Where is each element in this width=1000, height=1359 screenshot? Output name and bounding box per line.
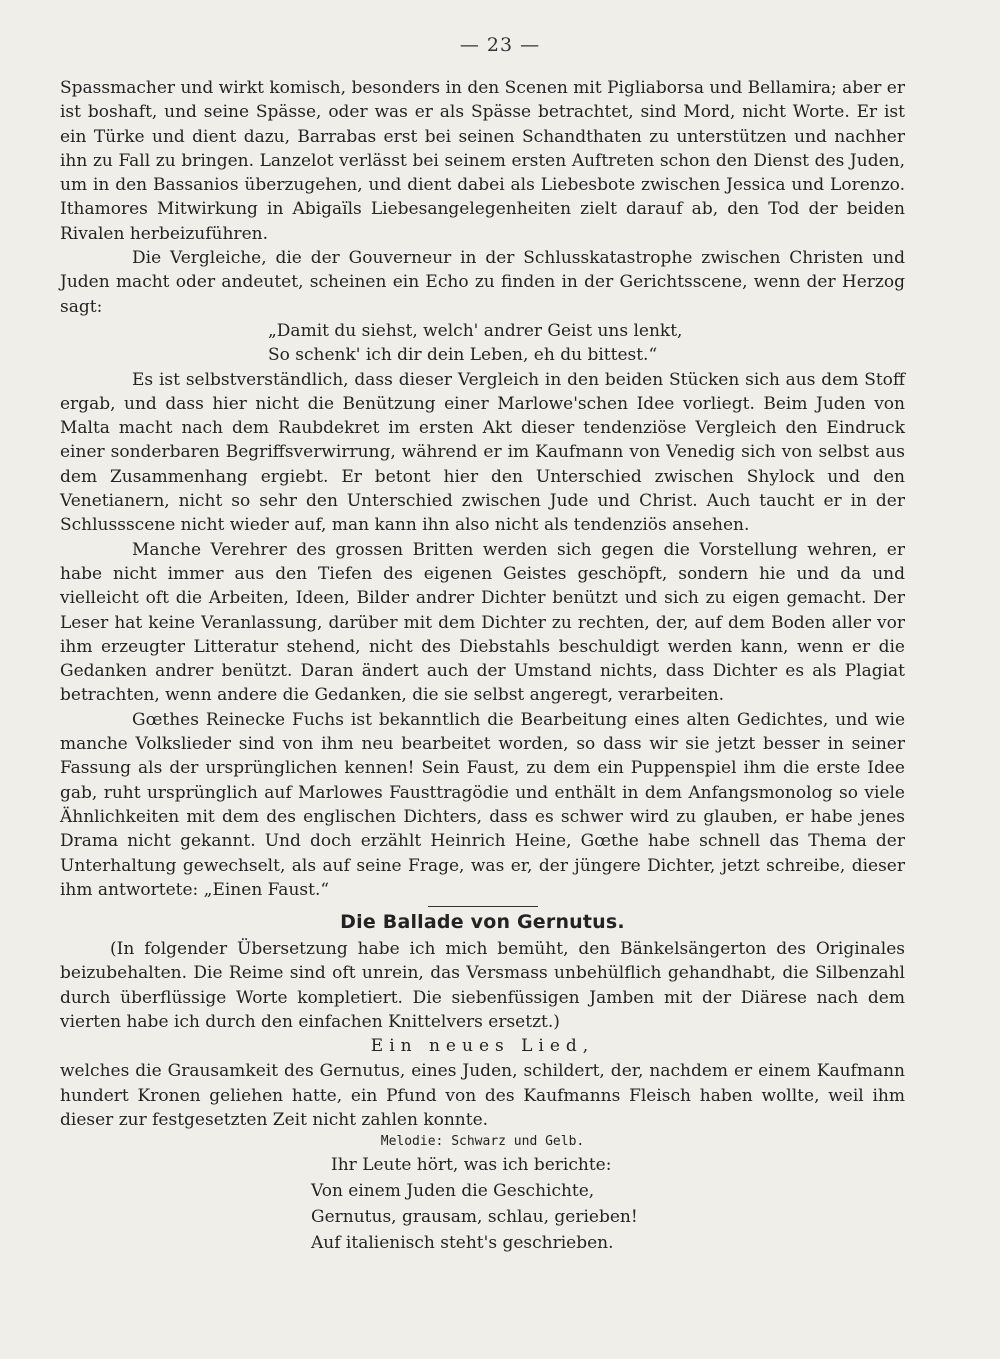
paragraph: Gœthes Reinecke Fuchs ist bekanntlich die Bearbeitung eines alten Gedichtes, und wie manche Volkslieder sind von ihm neu bearbeitet worden, so dass wir sie jetzt besser in seiner Fassung als der ursprünglichen kennen! Sein Faust, zu dem ein Puppenspiel ihm die erste Idee gab, ruht ursprünglich auf Marlowes Fausttragödie und enthält in dem Anfangsmonolog so viele Ähnlichkeiten mit dem des englischen Dichters, dass es schwer wird zu glauben, er habe jenes Drama nicht gekannt. Und doch erzählt Heinrich Heine, Gœthe habe schnell das Thema der Unterhaltung gewechselt, als auf seine Frage, was er, der jüngere Dichter, jetzt schreibe, dieser ihm antwortete: „Einen Faust.“ [60,709,905,900]
page-body [60,76,905,1256]
paragraph: Die Vergleiche, die der Gouverneur in der Schlusskatastrophe zwischen Christen und Juden macht oder andeutet, scheinen ein Echo zu finden in der Gerichtsscene, wenn der Herzog sagt: [60,248,905,317]
verse-line: Auf italienisch steht's geschrieben. [311,1233,614,1254]
song-title: Ein neues Lied, [370,1036,595,1057]
verse-line: Von einem Juden die Geschichte, [311,1181,595,1202]
section-intro: (In folgender Übersetzung habe ich mich bemüht, den Bänkelsängerton des Originales beizubehalten. Die Reime sind oft unrein, das Versmass unbehülflich gehandhabt, die Silbenzahl durch überflüssige Worte kompletiert. Die siebenfüssigen Jamben mit der Diärese nach dem vierten habe ich durch den einfachen Knittelvers ersetzt.) [60,939,905,1032]
verse-line: Gernutus, grausam, schlau, gerieben! [311,1207,638,1228]
page-number: — 23 — [459,34,541,56]
quote-line: „Damit du siehst, welch' andrer Geist uns lenkt, [268,320,683,341]
section-heading: Die Ballade von Gernutus. [340,911,625,934]
section-divider [428,906,538,907]
paragraph: Es ist selbstverständlich, dass dieser Vergleich in den beiden Stücken sich aus dem Stoff ergab, und dass hier nicht die Benützung einer Marlowe'schen Idee vorliegt. Beim Juden von Malta macht nach dem Raubdekret im ersten Akt dieser tendenziöse Vergleich den Eindruck einer sonderbaren Begriffsverwirrung, während er im Kaufmann von Venedig sich von selbst aus dem Zusammenhang ergiebt. Er betont hier den Unterschied zwischen Shylock und den Venetianern, nicht so sehr den Unterschied zwischen Jude und Christ. Auch taucht er in der Schlussscene nicht wieder auf, man kann ihn also nicht als tendenziös ansehen. [60,369,905,536]
quote-line: So schenk' ich dir dein Leben, eh du bittest.“ [268,345,658,366]
paragraph: Manche Verehrer des grossen Britten werden sich gegen die Vorstellung wehren, er habe nicht immer aus den Tiefen des eigenen Geistes geschöpft, sondern hie und da und vielleicht oft die Arbeiten, Ideen, Bilder andrer Dichter benützt und sich zu eigen gemacht. Der Leser hat keine Veranlassung, darüber mit dem Dichter zu rechten, der, auf dem Boden aller vor ihm erzeugter Litteratur stehend, nicht des Diebstahls beschuldigt werden kann, wenn er die Gedanken andrer benützt. Daran ändert auch der Umstand nichts, dass Dichter es als Plagiat betrachten, wenn andere die Gedanken, die sie selbst angeregt, verarbeiten. [60,539,905,706]
song-description: welches die Grausamkeit des Gernutus, eines Juden, schildert, der, nachdem er einem Kaufmann hundert Kronen geliehen hatte, ein Pfund von des Kaufmanns Fleisch haben wollte, weil ihm dieser zur festgesetzten Zeit nicht zahlen konnte. [60,1061,905,1130]
block-quote [268,319,905,368]
melody-note: Melodie: Schwarz und Gelb. [380,1134,585,1150]
paragraph: Spassmacher und wirkt komisch, besonders in den Scenen mit Pigliaborsa und Bellamira; aber er ist boshaft, und seine Spässe, oder was er als Spässe betrachtet, sind Mord, nicht Worte. Er ist ein Türke und dient dazu, Barrabas erst bei seinen Schandthaten zu unterstützen und nachher ihn zu Fall zu bringen. Lanzelot verlässt bei seinem ersten Auftreten schon den Dienst des Juden, um in den Bassanios überzugehen, und dient dabei als Liebesbote zwischen Jessica und Lorenzo. Ithamores Mitwirkung in Abigaïls Liebesangelegenheiten zielt darauf ab, den Tod der beiden Rivalen herbeizuführen. [60,78,905,244]
verse-line: Ihr Leute hört, was ich berichte: [331,1155,612,1176]
verse [311,1152,905,1256]
